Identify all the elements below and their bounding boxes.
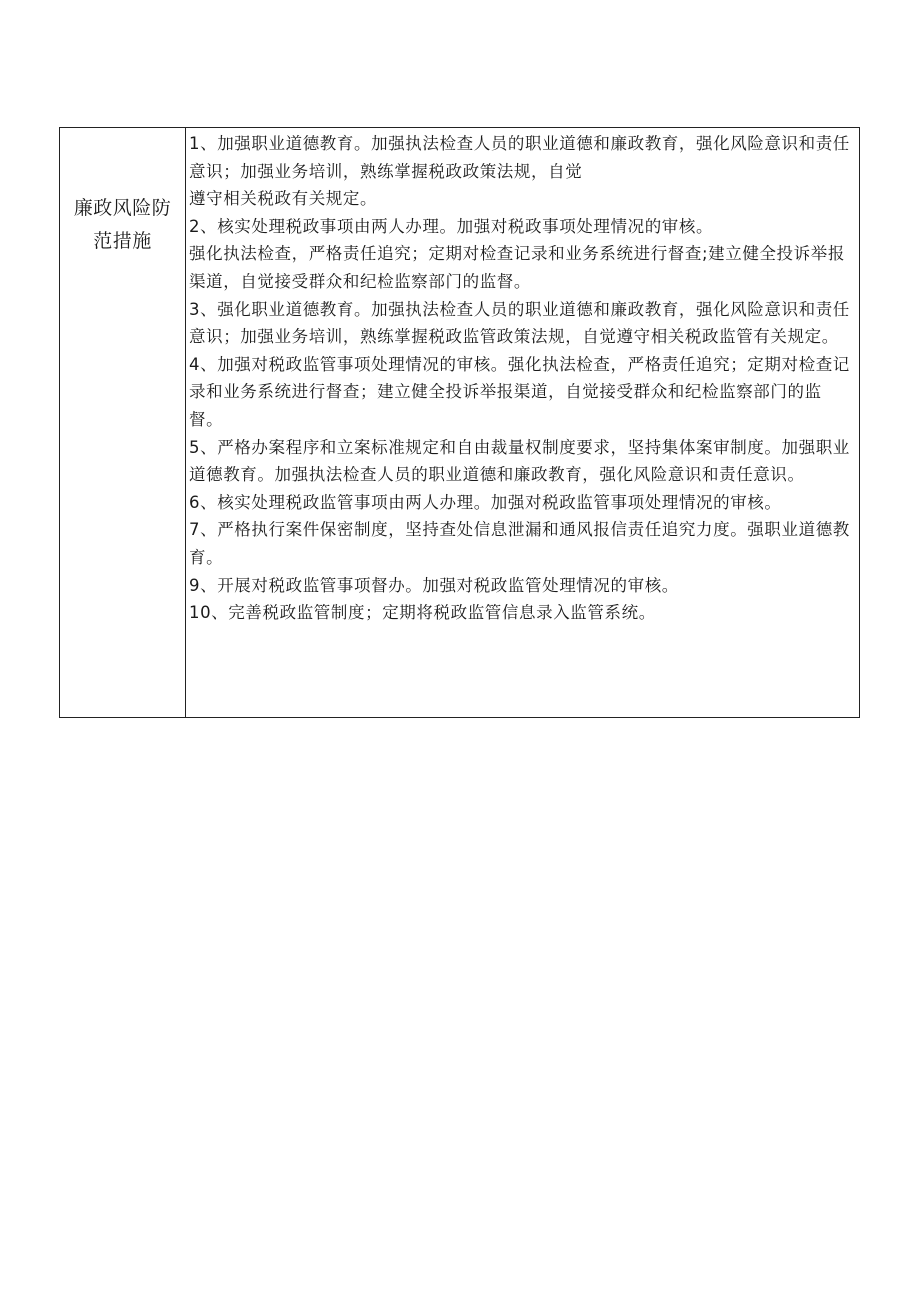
measure-item-6: 6、核实处理税政监管事项由两人办理。加强对税政监管事项处理情况的审核。 [189, 492, 782, 512]
measure-item-4: 4、加强对税政监管事项处理情况的审核。强化执法检查，严格责任追究；定期对检查记录和业务系统进行督查；建立健全投诉举报渠道，自觉接受群众和纪检监察部门的监督。 [189, 354, 850, 429]
row-label-line-1: 廉政风险防 [73, 197, 172, 219]
measure-item-1: 1、加强职业道德教育。加强执法检查人员的职业道德和廉政教育，强化风险意识和责任意识；加强业务培训，熟练掌握税政政策法规，自觉 [189, 134, 850, 181]
measure-item-9: 9、开展对税政监管事项督办。加强对税政监管处理情况的审核。 [189, 575, 679, 595]
measure-item-7: 7、严格执行案件保密制度，坚持查处信息泄漏和通风报信责任追究力度。强职业道德教育。 [189, 520, 850, 567]
measure-item-5: 5、严格办案程序和立案标准规定和自由裁量权制度要求，坚持集体案审制度。加强职业道德教育。加强执法检查人员的职业道德和廉政教育，强化风险意识和责任意识。 [189, 437, 850, 485]
label-cell [60, 128, 186, 717]
measure-item-10: 10、完善税政监管制度；定期将税政监管信息录入监管系统。 [189, 603, 656, 623]
measure-item-1-continued: 遵守相关税政有关规定。 [189, 189, 378, 209]
content-cell [186, 128, 859, 717]
row-label [61, 192, 185, 258]
row-label-line-2: 范措施 [93, 230, 152, 252]
risk-measures-table [59, 127, 860, 718]
measure-item-2-continued: 强化执法检查，严格责任追究；定期对检查记录和业务系统进行督查;建立健全投诉举报渠道，自觉接受群众和纪检监察部门的监督。 [189, 244, 845, 291]
measure-item-2: 2、核实处理税政事项由两人办理。加强对税政事项处理情况的审核。 [189, 216, 714, 236]
measure-item-3: 3、强化职业道德教育。加强执法检查人员的职业道德和廉政教育，强化风险意识和责任意识；加强业务培训，熟练掌握税政监管政策法规，自觉遵守相关税政监管有关规定。 [189, 299, 850, 347]
